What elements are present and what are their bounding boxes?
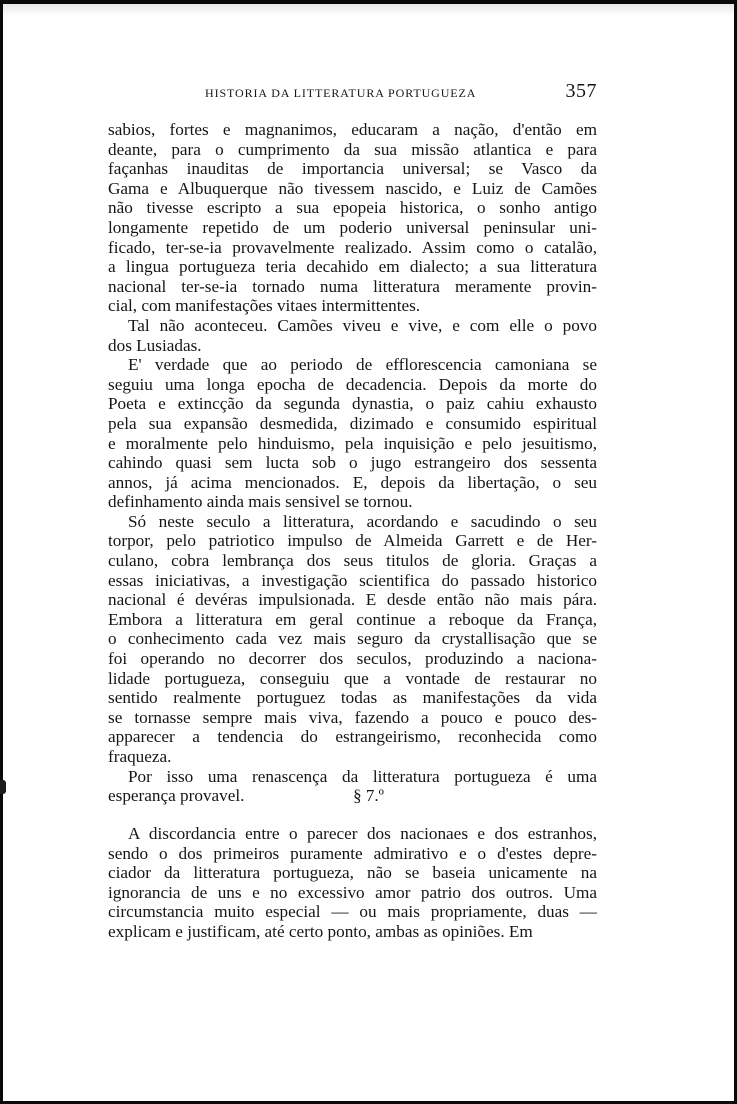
text-line: annos, já acima mencionados. E, depois da libertação, o seu bbox=[108, 472, 597, 492]
text-line: A discordancia entre o parecer dos nacionaes e dos estranhos, bbox=[128, 824, 597, 843]
page-number: 357 bbox=[565, 80, 597, 102]
text-line: explicam e justificam, até certo ponto, ambas as opiniões. Em bbox=[108, 921, 533, 941]
scan-shading bbox=[3, 4, 734, 16]
text-line: fraqueza. bbox=[108, 747, 172, 766]
paragraph bbox=[108, 355, 597, 512]
paragraph bbox=[108, 120, 597, 316]
section-heading: § 7.º bbox=[353, 786, 384, 805]
body-text-upper bbox=[108, 120, 597, 806]
text-line: Gama e Albuquerque não tivessem nascido, e Luiz de Camões bbox=[108, 178, 597, 198]
page-header bbox=[108, 80, 597, 104]
text-line: seguiu uma longa epocha de decadencia. Depois da morte do bbox=[108, 374, 597, 394]
text-line: lidade portugueza, conseguiu que a vontade de restaurar no bbox=[108, 668, 597, 688]
text-line: a lingua portugueza teria decahido em dialecto; a sua litteratura bbox=[108, 257, 597, 277]
text-line: cahindo quasi sem lucta sob o jugo estrangeiro dos sessenta bbox=[108, 453, 597, 473]
text-line: Por isso uma renascença da litteratura portugueza é uma bbox=[128, 766, 597, 786]
text-line: não tivesse escripto a sua epopeia historica, o sonho antigo bbox=[108, 198, 597, 218]
text-line: e moralmente pelo hinduismo, pela inquisição e pelo jesuitismo, bbox=[108, 433, 597, 453]
paragraph bbox=[108, 824, 597, 942]
text-line: Só neste seculo a litteratura, acordando e sacudindo o seu bbox=[128, 511, 597, 531]
text-line: ciador da litteratura portugueza, não se baseia unicamente na bbox=[108, 863, 597, 883]
text-line: sendo o dos primeiros puramente admirativo e o d'estes depre- bbox=[108, 843, 597, 863]
text-line: ficado, ter-se-ia provavelmente realizado. Assim como o catalão, bbox=[108, 237, 597, 257]
text-line: ignorancia de uns e no excessivo amor patrio dos outros. Uma bbox=[108, 882, 597, 902]
body-text-lower bbox=[108, 824, 597, 942]
text-line: essas iniciativas, a investigação scientifica do passado historico bbox=[108, 570, 597, 590]
paragraph bbox=[108, 512, 597, 767]
running-title: HISTORIA DA LITTERATURA PORTUGUEZA bbox=[205, 86, 477, 100]
text-line: nacional ter-se-ia tornado numa litteratura meramente provin- bbox=[108, 276, 597, 296]
text-line: circumstancia muito especial — ou mais propriamente, duas — bbox=[108, 902, 597, 922]
text-line: foi operando no decorrer dos seculos, produzindo a naciona- bbox=[108, 649, 597, 669]
text-line: torpor, pelo patriotico impulso de Almeida Garrett e de Her- bbox=[108, 531, 597, 551]
text-line: dos Lusiadas. bbox=[108, 335, 202, 355]
text-line: se tornasse sempre mais viva, fazendo a pouco e pouco des- bbox=[108, 707, 597, 727]
text-line: esperança provavel. bbox=[108, 786, 245, 806]
text-line: culano, cobra lembrança dos seus titulos de gloria. Graças a bbox=[108, 551, 597, 571]
text-line: façanhas inauditas de importancia universal; se Vasco da bbox=[108, 159, 597, 179]
text-line: o conhecimento cada vez mais seguro da crystallisação que se bbox=[108, 629, 597, 649]
text-line: deante, para o cumprimento da sua missão atlantica e para bbox=[108, 139, 597, 159]
text-line: Embora a litteratura em geral continue a reboque da França, bbox=[108, 609, 597, 629]
text-line: definhamento ainda mais sensivel se tornou. bbox=[108, 492, 413, 512]
text-line: sentido realmente portuguez todas as manifestações da vida bbox=[108, 688, 597, 708]
text-line: sabios, fortes e magnanimos, educaram a nação, d'então em bbox=[108, 120, 597, 139]
text-line: E' verdade que ao periodo de efflorescencia camoniana se bbox=[128, 355, 597, 375]
text-line: apparecer a tendencia do estrangeirismo, reconhecida como bbox=[108, 727, 597, 747]
text-line: Tal não aconteceu. Camões viveu e vive, e com elle o povo bbox=[128, 315, 597, 335]
text-line: Poeta e extincção da segunda dynastia, o paiz cahiu exhausto bbox=[108, 394, 597, 414]
text-line: nacional é devéras impulsionada. E desde então não mais pára. bbox=[108, 590, 597, 610]
text-line: longamente repetido de um poderio universal peninsular uni- bbox=[108, 217, 597, 237]
text-line: pela sua expansão desmedida, dizimado e consumido espiritual bbox=[108, 413, 597, 433]
text-line: cial, com manifestações vitaes intermittentes. bbox=[108, 296, 421, 316]
paragraph bbox=[108, 316, 597, 355]
